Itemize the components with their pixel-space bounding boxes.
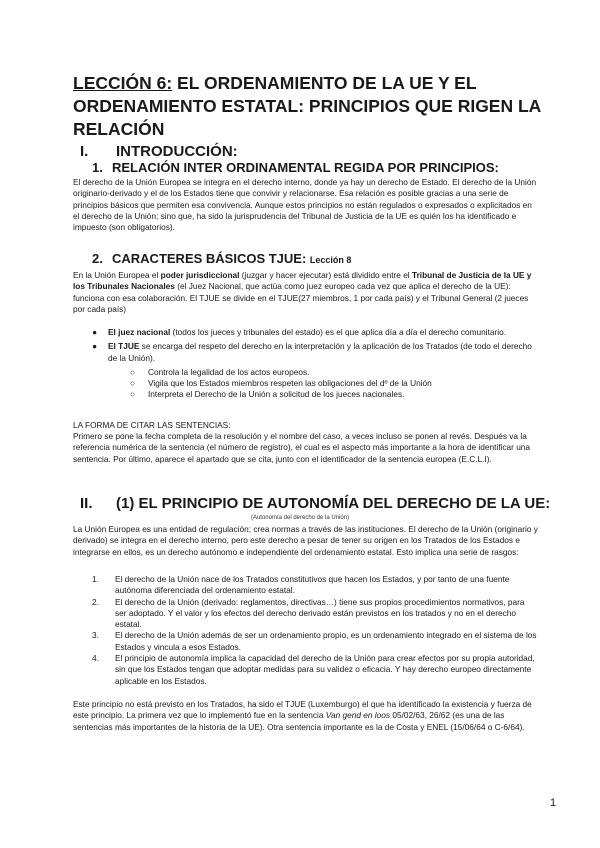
item-number: 1.: [92, 574, 99, 584]
lesson-reference: Lección 8: [309, 255, 352, 265]
list-item: [108, 389, 538, 400]
citation-paragraph: Primero se pone la fecha completa de la resolución y el nombre del caso, a veces incluso se ponen al revés. Después va la referencia numérica de la sentencia (el número de registro), el cual es el aspecto más importante a la hora de identificar una sentencia. Por último, aparece el apartado que se cita, junto con el identificador de la sentencia europea (E.C.L.I).: [73, 431, 531, 464]
intro-bold-2: Tribunal de Justicia de la UE y los Tribunales Nacionales: [73, 270, 532, 292]
bullet-icon: ●: [92, 327, 98, 337]
list-item: [92, 341, 538, 400]
section-1-number: I.: [80, 143, 89, 160]
list-item: [92, 327, 538, 338]
subsection-1-number: 1.: [92, 160, 103, 175]
tjue-sub-bullet-list: [108, 367, 538, 401]
intro-text-2: (juzgar y hacer ejecutar) está dividido entre el: [239, 270, 412, 280]
item-text: El derecho de la Unión además de ser un ordenamiento propio, es un ordenamiento integrado en el sistema de los Estados y vincula a esos Estados.: [115, 630, 537, 652]
closing-text-1: Este principio no está previsto en los Tratados, ha sido el TJUE (Luxemburgo) el que ha identificado la existencia y fuerza de este principio. La primera vez que lo implementó fue en la sentencia: [73, 699, 532, 721]
item-text: El derecho de la Unión nace de los Tratados constitutivos que hacen los Estados, y por tanto de una fuente autónoma diferenciada del ordenamiento estatal.: [115, 574, 510, 596]
autonomy-intro-paragraph: La Unión Europea es una entidad de regulación; crea normas a través de las instituciones. El derecho de la Unión (originario y derivado) se integra en el derecho interno, pero este derecho a pesar de tener su origen en los Tratados de los Estados e integrarse en ellos, es un derecho autónomo e independiente del ordenamiento estatal. Esto implica una serie de rasgos:: [73, 524, 538, 557]
bullet-icon: ●: [92, 341, 98, 352]
circle-bullet-icon: ○: [130, 378, 136, 389]
title-text: EL ORDENAMIENTO DE LA UE Y EL ORDENAMIENTO ESTATAL: PRINCIPIOS QUE RIGEN LA RELACIÓN: [73, 73, 541, 139]
item-text: El principio de autonomía implica la capacidad del derecho de la Unión para crear efectos por su propia autoridad, sin que los Estados tengan que adoptar medidas para su validez o eficacia. Y hay derecho europeo directamente aplicable en los Estados.: [115, 653, 535, 686]
sub-bullet-text: Vigila que los Estados miembros respeten las obligaciones del dº de la Unión: [148, 378, 432, 389]
tjue-intro-paragraph: [73, 270, 538, 315]
item-text: El derecho de la Unión (derivado: reglamentos, directivas…) tiene sus propios procedimientos normativos, para ser adoptado. Y el valor y los efectos del derecho derivado están previstos en los tratados y no en el derecho estatal.: [115, 596, 525, 630]
section-1-heading: [80, 143, 238, 160]
item-number: 3.: [92, 630, 99, 641]
subsection-1-paragraph: El derecho de la Unión Europea se integra en el derecho interno, donde ya hay un derecho de Estado. El derecho de la Unión originario-derivado y el de los Estados tiene que convivir y relacionarse. Esa relación es posible gracias a una serie de principios básicos que permiten esa convivencia. Aunque estos principios no están regulados o expresados o explicitados en el derecho de la Unión; sino que, ha sido la jurisprudencia del Tribunal de Justicia de la UE es quién los ha identificado e impuesto (son obligatorios).: [73, 177, 537, 233]
closing-text-2: 05/02/63, 26/62 (es una de las sentencias más importantes de la historia de la UE). Otra sentencia importante es la de Costa y ENEL (15/06/64 o C-6/64).: [73, 710, 525, 732]
list-item: [108, 378, 538, 389]
item-number: 2.: [92, 596, 99, 607]
page-number: 1: [550, 797, 557, 809]
subsection-1-label: RELACIÓN INTER ORDINAMENTAL REGIDA POR PRINCIPIOS:: [112, 160, 499, 175]
bullet-text: se encarga del respeto del derecho en la interpretación y la aplicación de los Tratados (de todo el derecho de la Unión).: [108, 341, 532, 363]
circle-bullet-icon: ○: [130, 366, 136, 377]
subsection-2-heading: [92, 251, 351, 266]
list-item: [92, 653, 538, 687]
autonomy-numbered-list: [92, 574, 538, 687]
sub-bullet-text: Controla la legalidad de los actos europeos.: [148, 366, 310, 377]
subsection-2-number: 2.: [92, 251, 103, 266]
title-lesson-label: LECCIÓN 6:: [73, 73, 173, 93]
autonomy-closing-paragraph: [73, 699, 538, 733]
section-2-label: (1) EL PRINCIPIO DE AUTONOMÍA DEL DERECHO DE LA UE:: [116, 495, 551, 512]
document-title: [73, 72, 543, 141]
intro-text-3: (el Juez Nacional, que actúa como juez europeo cada vez que aplica el derecho de la UE): funciona con esa colaboración. El TJUE se divide en el TJUE(27 miembros, 1 por cada país) y el Tribunal General (2 jueces por cada país): [73, 281, 529, 314]
section-2-number: II.: [80, 495, 93, 512]
list-item: [92, 630, 538, 653]
intro-bold-1: poder jurisdiccional: [160, 270, 240, 280]
list-item: [92, 574, 538, 597]
list-item: [108, 367, 538, 378]
intro-text-1: En la Unión Europea el: [73, 270, 161, 280]
circle-bullet-icon: ○: [130, 389, 136, 400]
section-1-label: INTRODUCCIÓN:: [116, 143, 238, 160]
section-2-heading: [80, 495, 550, 512]
subsection-1-heading: [92, 160, 499, 175]
subsection-2-label: CARACTERES BÁSICOS TJUE:: [112, 251, 307, 266]
list-item: [92, 597, 538, 631]
section-2-subtitle: (Autonomía del derecho de la Unión): [250, 515, 350, 521]
citation-heading: LA FORMA DE CITAR LAS SENTENCIAS:: [73, 420, 231, 430]
sub-bullet-text: Interpreta el Derecho de la Unión a solicitud de los jueces nacionales.: [148, 389, 405, 400]
bullet-text: (todos los jueces y tribunales del estado) es el que aplica día a día el derecho comunitario.: [170, 327, 507, 337]
bullet-bold: El juez nacional: [108, 327, 171, 337]
case-name: Van gend en loos: [325, 710, 391, 721]
bullet-bold: El TJUE: [108, 341, 140, 352]
tjue-bullet-list: [92, 327, 538, 404]
item-number: 4.: [92, 653, 99, 664]
